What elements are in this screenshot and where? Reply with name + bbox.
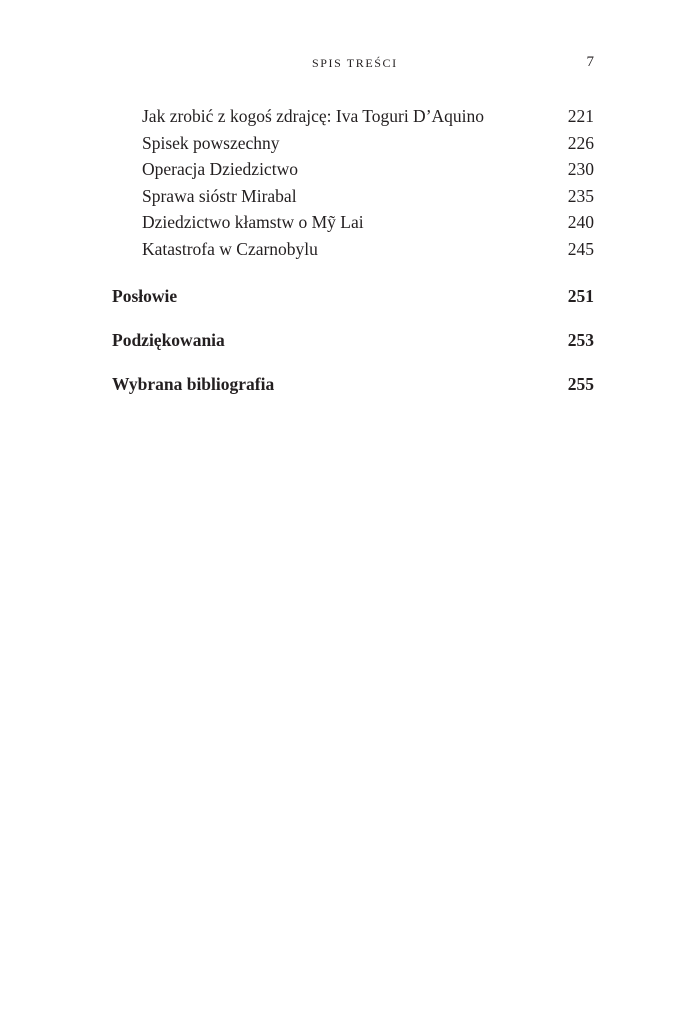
toc-entry: [112, 236, 594, 263]
toc-entry-title: Spisek powszechny: [142, 132, 280, 153]
toc-subsection-list: [112, 103, 594, 263]
toc-entry-title: Jak zrobić z kogoś zdrajcę: Iva Toguri D’Aquino: [142, 106, 485, 126]
toc-entry-page: 221: [567, 106, 594, 126]
toc-entry: [112, 156, 594, 183]
running-head: [0, 54, 680, 74]
table-of-contents: [112, 103, 594, 406]
toc-chapter-entry: [112, 318, 594, 362]
toc-entry-title: Sprawa sióstr Mirabal: [142, 185, 297, 206]
toc-entry-title: Operacja Dziedzictwo: [142, 159, 298, 180]
toc-chapter-entry: [112, 274, 594, 318]
toc-entry-page: 235: [567, 185, 594, 206]
toc-entry: [112, 103, 594, 130]
toc-chapter-title: Wybrana bibliografia: [112, 373, 275, 394]
toc-entry-page: 230: [567, 159, 594, 180]
toc-chapter-page: 253: [567, 329, 594, 350]
toc-entry-title: Katastrofa w Czarnobylu: [142, 238, 318, 259]
toc-entry-page: 240: [567, 212, 594, 233]
toc-entry: [112, 209, 594, 236]
toc-entry-page: 245: [567, 238, 594, 259]
toc-chapter-title: Podziękowania: [112, 329, 225, 350]
toc-entry-title: Dziedzictwo kłamstw o Mỹ Lai: [142, 212, 364, 233]
toc-chapter-list: [112, 274, 594, 406]
toc-chapter-page: 251: [567, 285, 594, 306]
toc-chapter-entry: [112, 362, 594, 406]
page-number: 7: [586, 54, 594, 70]
toc-entry: [112, 183, 594, 210]
toc-chapter-title: Posłowie: [112, 285, 178, 306]
running-title: SPIS TREŚCI: [312, 56, 398, 70]
toc-entry-page: 226: [567, 132, 594, 153]
toc-entry: [112, 130, 594, 157]
toc-chapter-page: 255: [567, 373, 594, 394]
